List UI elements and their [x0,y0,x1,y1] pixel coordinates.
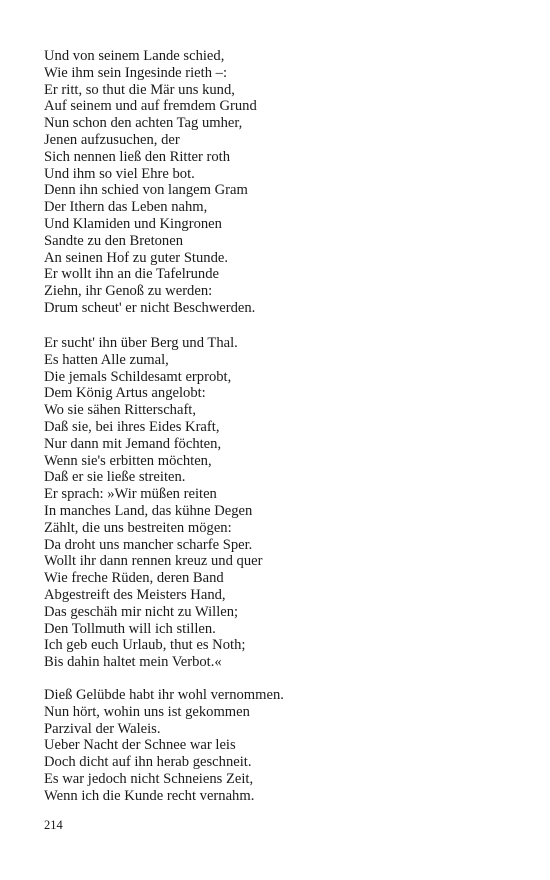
stanza-3 [44,687,524,805]
verse-line: Denn ihn schied von langem Gram [44,182,248,199]
verse-line: Sandte zu den Bretonen [44,232,184,249]
verse-line: Er sprach: »Wir müßen reiten [44,486,217,503]
verse-line: Und ihm so viel Ehre bot. [44,165,195,182]
verse-line: Nun hört, wohin uns ist gekommen [44,703,250,720]
verse-line: Der Ithern das Leben nahm, [44,199,208,216]
verse-line: Ueber Nacht der Schnee war leis [44,737,236,754]
verse-line: Daß sie, bei ihres Eides Kraft, [44,418,220,435]
verse-line: Jenen aufzusuchen, der [44,131,180,148]
verse-line: Zählt, die uns bestreiten mögen: [44,519,232,536]
verse-line: Er sucht' ihn über Berg und Thal. [44,335,238,351]
verse-line: Die jemals Schildesamt erprobt, [44,368,232,385]
verse-line: Es war jedoch nicht Schneiens Zeit, [44,770,254,787]
verse-line: Er ritt, so thut die Mär uns kund, [44,81,235,98]
verse-line: An seinen Hof zu guter Stunde. [44,249,229,266]
verse-line: Ich geb euch Urlaub, thut es Noth; [44,637,246,654]
verse-line: Dieß Gelübde habt ihr wohl vernommen. [44,687,284,703]
verse-line: Abgestreift des Meisters Hand, [44,586,226,603]
verse-line: Da droht uns mancher scharfe Sper. [44,536,253,553]
verse-line: Das geschäh mir nicht zu Willen; [44,603,239,620]
verse-line: In manches Land, das kühne Degen [44,502,253,519]
verse-line: Wenn ich die Kunde recht vernahm. [44,787,255,804]
verse-line: Wenn sie's erbitten möchten, [44,452,212,469]
verse-line: Parzival der Waleis. [44,720,161,737]
verse-line: Und Klamiden und Kingronen [44,215,222,232]
verse-line: Dem König Artus angelobt: [44,385,206,402]
verse-line: Nun schon den achten Tag umher, [44,115,243,132]
verse-line: Nur dann mit Jemand föchten, [44,435,222,452]
verse-line: Wo sie sähen Ritterschaft, [44,402,197,419]
verse-line: Doch dicht auf ihn herab geschneit. [44,754,252,771]
verse-line: Er wollt ihn an die Tafelrunde [44,266,219,283]
verse-line: Wie ihm sein Ingesinde rieth –: [44,64,228,81]
stanza-2 [44,335,524,671]
verse-line: Auf seinem und auf fremdem Grund [44,98,257,115]
verse-line: Wie freche Rüden, deren Band [44,570,224,587]
page-number: 214 [44,818,63,832]
verse-line: Sich nennen ließ den Ritter roth [44,148,231,165]
stanza-1 [44,48,524,317]
verse-line: Ziehn, ihr Genoß zu werden: [44,283,213,300]
verse-line: Es hatten Alle zumal, [44,351,169,368]
verse-line: Drum scheut' er nicht Beschwerden. [44,299,256,316]
verse-line: Daß er sie ließe streiten. [44,469,186,486]
verse-line: Wollt ihr dann rennen kreuz und quer [44,553,263,570]
verse-line: Und von seinem Lande schied, [44,48,225,64]
verse-line: Den Tollmuth will ich stillen. [44,620,216,637]
verse-line: Bis dahin haltet mein Verbot.« [44,654,222,671]
